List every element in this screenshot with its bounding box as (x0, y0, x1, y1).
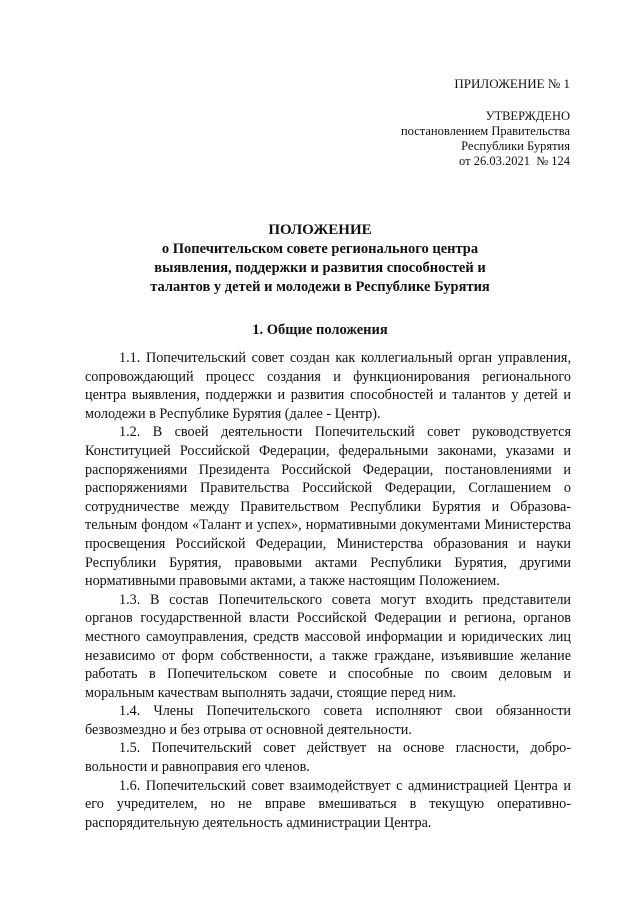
title-line-1: о Попечительском совете регионального центра (161, 241, 479, 257)
paragraph-1-6: 1.6. Попечительский совет взаимодействует с администрацией Центра и его учредителем, но не вправе вмешиваться в текущую оперативно-распорядительную деятельность администрации Центра. (85, 777, 571, 831)
body-text (85, 349, 571, 832)
decree-line-2: Республики Бурятия (461, 139, 570, 153)
paragraph-1-1: 1.1. Попечительский совет создан как коллегиальный орган управления, сопровождающий процесс создания и функционирования регионального центра выявления, поддержки и развития способностей и талантов у детей и молодежи в Республике Бурятия (далее - Центр). (85, 350, 571, 422)
decree-line-1: постановлением Правительства (400, 124, 570, 138)
paragraph-1-5: 1.5. Попечительский совет действует на основе гласности, добровольности и равноправия его членов. (85, 740, 571, 776)
paragraph-1-4: 1.4. Члены Попечительского совета исполняют свои обязанности безвозмездно и без отрыва от основной деятельности. (85, 703, 571, 738)
decree-date-number: от 26.03.2021 № 124 (459, 154, 570, 168)
approved-label: УТВЕРЖДЕНО (485, 109, 570, 123)
title-line-2: выявления, поддержки и развития способностей и (154, 260, 486, 276)
paragraph-1-3: 1.3. В состав Попечительского совета могут входить представители органов государственной власти Российской Федерации и региона, органов местного самоуправления, средств массовой информации и юридических лиц независимо от форм собственности, а также граждане, изъявившие желание работать в Попечительском совете и способные по своим деловым и моральным качествам выполнять задачи, стоящие перед ним. (85, 591, 571, 701)
appendix-label: ПРИЛОЖЕНИЕ № 1 (454, 76, 570, 91)
approval-block (401, 76, 570, 169)
title-main: ПОЛОЖЕНИЕ (268, 222, 372, 238)
document-title (70, 221, 570, 297)
section-heading: 1. Общие положения (252, 322, 388, 338)
title-line-3: талантов у детей и молодежи в Республике Бурятия (150, 279, 490, 295)
paragraph-1-2: 1.2. В своей деятельности Попечительский совет руководствуется Конституцией Российской Федерации, федеральными законами, указами и распоряжениями Президента Российской Федерации, постановлениями и распоряжениями Правительства Российской Федерации, Соглашением о сотрудничестве между Правительством Республики Бурятия и Образовательным фондом «Талант и успех», нормативными документами Министерства просвещения Российской Федерации, Министерства образования и науки Республики Бурятия, правовыми актами Республики Бурятия, другими нормативными правовыми актами, а также настоящим Положением. (85, 424, 571, 590)
